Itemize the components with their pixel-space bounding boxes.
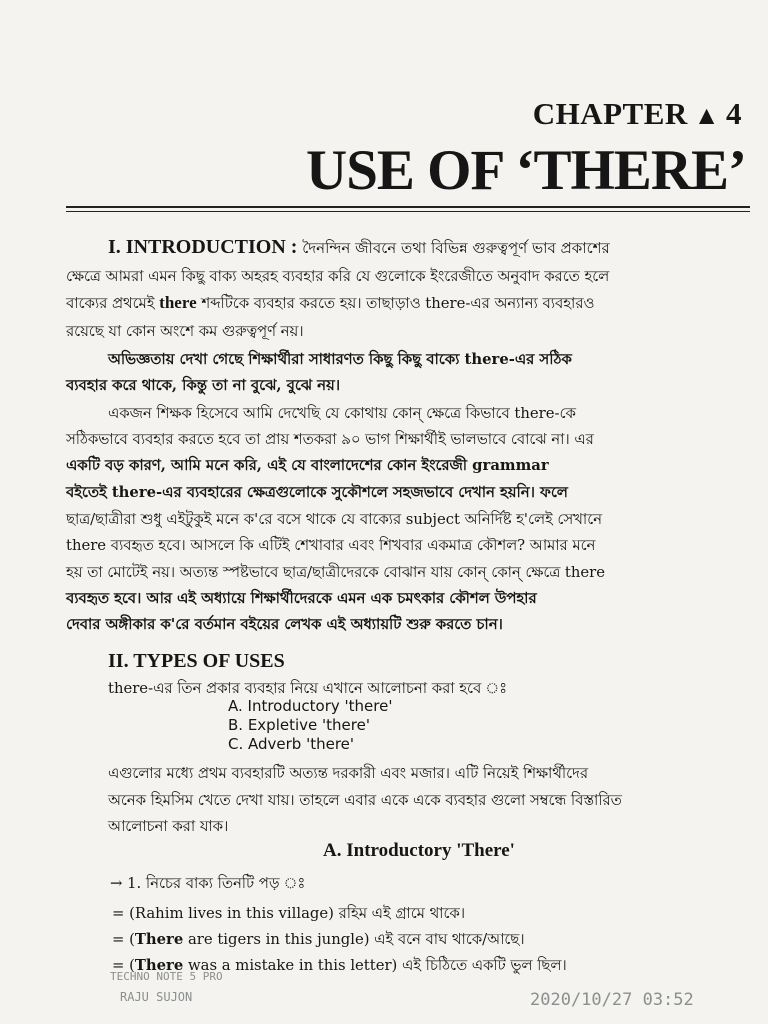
para3-line2: সঠিকভাবে ব্যবহার করতে হবে তা প্রায় শতকরা ৯০ ভাগ শিক্ষার্থীই ভালভাবে বোঝে না। এর [66, 431, 594, 448]
watermark-owner: RAJU SUJON [120, 990, 193, 1004]
list-item: B. Expletive 'there' [228, 716, 370, 734]
uses-list [228, 697, 392, 754]
page-title: USE OF ‘THERE’ [306, 139, 746, 202]
para3-line7: হয় তা মোটেই নয়। অত্যন্ত স্পষ্টভাবে ছাত্র/ছাত্রীদেরকে বোঝান যায় কোন্ কোন্ ক্ষেত্রে there [66, 564, 605, 581]
para1-line2: ক্ষেত্রে আমরা এমন কিছু বাক্য অহরহ ব্যবহার করি যে গুলোকে ইংরেজীতে অনুবাদ করতে হলে [66, 268, 610, 285]
section1-first-line: I. INTRODUCTION : দৈনন্দিন জীবনে তথা বিভিন্ন গুরুত্বপূর্ণ ভাব প্রকাশের [108, 236, 610, 258]
para3-line4: বইতেই there-এর ব্যবহারের ক্ষেত্রগুলোকে সুকৌশলে সহজভাবে দেখান হয়নি। ফলে [66, 484, 568, 501]
watermark-device: TECHNO NOTE 5 PRO [110, 970, 223, 983]
title-rule [66, 206, 750, 208]
section2-heading: II. TYPES OF USES [108, 650, 285, 672]
list-item: A. Introductory 'there' [228, 697, 393, 715]
para1-line4: রয়েছে যা কোন অংশে কম গুরুত্বপূর্ণ নয়। [66, 323, 304, 340]
para1-line3: বাক্যের প্রথমেই there শব্দটিকে ব্যবহার করতে হয়। তাছাড়াও there-এর অন্যান্য ব্যবহারও [66, 293, 595, 312]
subsection-a-heading: A. Introductory 'There' [323, 840, 515, 861]
section2-after-line3: আলোচনা করা যাক। [108, 818, 229, 835]
section2-intro: there-এর তিন প্রকার ব্যবহার নিয়ে এখানে আলোচনা করা হবে ঃ [108, 680, 508, 697]
title-rule-thin [66, 211, 750, 212]
section2-after-line2: অনেক হিমসিম খেতে দেখা যায়। তাহলে এবার একে একে ব্যবহার গুলো সম্বন্ধে বিস্তারিত [108, 792, 622, 809]
example-line: = (There are tigers in this jungle) এই বনে বাঘ থাকে/আছে। [112, 931, 525, 948]
para3-line1: একজন শিক্ষক হিসেবে আমি দেখেছি যে কোথায় কোন্ ক্ষেত্রে কিভাবে there-কে [108, 405, 576, 422]
para2-line1: অভিজ্ঞতায় দেখা গেছে শিক্ষার্থীরা সাধারণত কিছু কিছু বাক্যে there-এর সঠিক [108, 351, 572, 368]
para3-line9: দেবার অঙ্গীকার ক'রে বর্তমান বইয়ের লেখক এই অধ্যায়টি শুরু করতে চান। [66, 616, 503, 633]
para3-line3: একটি বড় কারণ, আমি মনে করি, এই যে বাংলাদেশের কোন ইংরেজী grammar [66, 457, 549, 474]
example-line: = (Rahim lives in this village) রহিম এই গ্রামে থাকে। [112, 905, 466, 922]
arrow-item: → 1. নিচের বাক্য তিনটি পড় ঃ [110, 875, 306, 892]
section2-after-line1: এগুলোর মধ্যে প্রথম ব্যবহারটি অত্যন্ত দরকারী এবং মজার। এটি নিয়েই শিক্ষার্থীদের [108, 765, 588, 782]
para3-line6: there ব্যবহৃত হবে। আসলে কি এটিই শেখাবার এবং শিখবার একমাত্র কৌশল? আমার মনে [66, 537, 596, 554]
watermark-timestamp: 2020/10/27 03:52 [530, 990, 694, 1010]
para2-line2: ব্যবহার করে থাকে, কিন্তু তা না বুঝে, বুঝে নয়। [66, 377, 340, 394]
para3-line8: ব্যবহৃত হবে। আর এই অধ্যায়ে শিক্ষার্থীদেরকে এমন এক চমৎকার কৌশল উপহার [66, 590, 537, 607]
example-line: = (There was a mistake in this letter) এই চিঠিতে একটি ভুল ছিল। [112, 957, 567, 974]
chapter-label: CHAPTER ▲ 4 [532, 96, 742, 131]
para3-line5: ছাত্র/ছাত্রীরা শুধু এইটুকুই মনে ক'রে বসে থাকে যে বাক্যের subject অনির্দিষ্ট হ'লেই সেখানে [66, 511, 602, 528]
list-item: C. Adverb 'there' [228, 735, 355, 753]
